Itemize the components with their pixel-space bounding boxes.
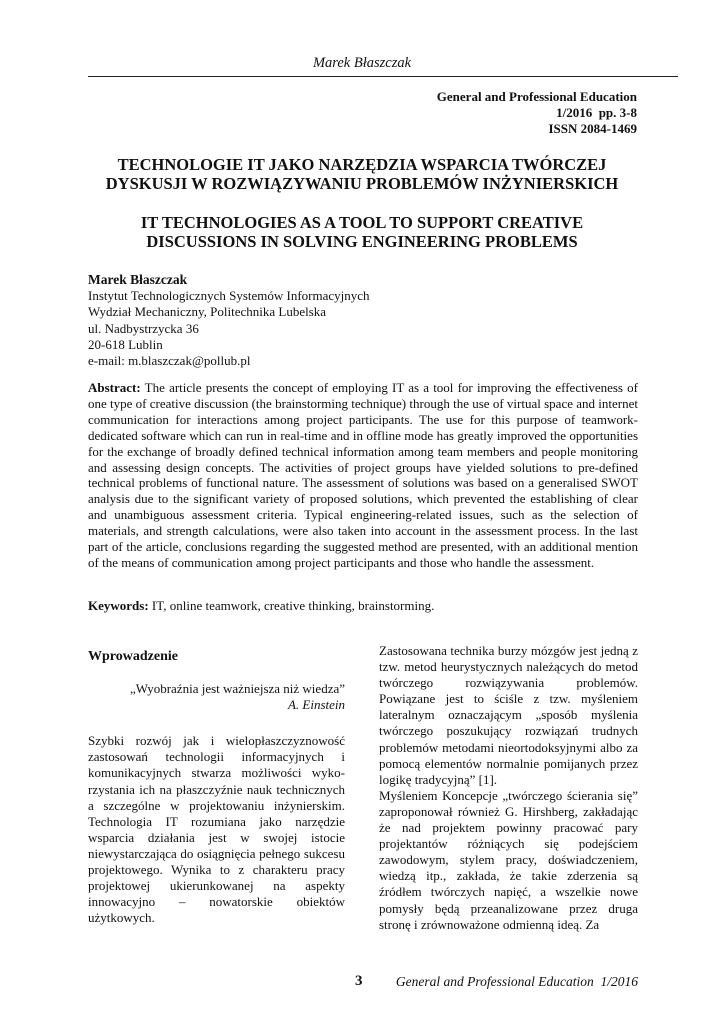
epigraph-text: „Wyobraźnia jest ważniejsza niż wiedza”	[129, 681, 345, 697]
title-english-line-2: DISCUSSIONS IN SOLVING ENGINEERING PROBLEMS	[146, 232, 578, 251]
affiliation-faculty: Wydział Mechaniczny, Politechnika Lubelska	[88, 304, 327, 320]
right-paragraph-1: Zastosowana technika burzy mózgów jest jedną z tzw. metod heurystycznych należących do metod twórczego rozwiązywania problemów. Powiązane jest to ściśle z tzw. myśleniem lateralnym oznaczającym „sposób myślenia twórczego poszukujący rozwiązań trudnych problemów metodami nieortodoksyjnymi albo za pomocą elementów normalnie pomijanych przez logikę tradycyjną” [1].	[379, 643, 638, 787]
keywords-label: Keywords:	[88, 598, 149, 613]
journal-name: General and Professional Education	[436, 89, 637, 104]
abstract-label: Abstract:	[88, 380, 141, 395]
page-number: 3	[355, 973, 363, 989]
keywords-text: IT, online teamwork, creative thinking, brainstorming.	[148, 598, 435, 613]
abstract-text: The article presents the concept of employing IT as a tool for improving the effectiveness of one type of creative discussion (the brainstorming technique) through the use of virtual space and internet communication for interactions among project participants. The use for this purpose of teamwork-dedicated software which can run in real-time and in offline mode has greatly improved the opportunities for the exchange of broadly defined technical information among team members and people monitoring and assessing design concepts. The activities of project groups have yielded solutions to pre-defined technical problems of functional nature. The assessment of solutions was based on a generalised SWOT analysis due to the significant variety of proposed solutions, which prevented the establishing of clear and unambiguous assessment criteria. Typical engineering-related issues, such as the selection of materials, and strength calculations, were also taken into account in the assessment process. In the last part of the article, conclusions regarding the suggested method are presented, with an additional mention of the means of communication among project participants and those who handle the assessment.	[88, 380, 638, 570]
header-rule	[88, 76, 678, 77]
footer-journal: General and Professional Education 1/2016	[395, 974, 638, 989]
affiliation-institute: Instytut Technologicznych Systemów Informacyjnych	[88, 288, 370, 304]
author-block	[88, 272, 370, 369]
title-polish-line-1: TECHNOLOGIE IT JAKO NARZĘDZIA WSPARCIA TWÓRCZEJ	[117, 155, 607, 174]
keywords	[88, 598, 638, 614]
journal-issue: 1/2016 pp. 3-8	[556, 105, 637, 120]
title-polish-line-2: DYSKUSJI W ROZWIĄZYWANIU PROBLEMÓW INŻYNIERSKICH	[105, 174, 619, 193]
affiliation-street: ul. Nadbystrzycka 36	[88, 320, 199, 336]
section-heading: Wprowadzenie	[88, 649, 178, 664]
author-name: Marek Błaszczak	[88, 272, 188, 287]
running-head-author: Marek Błaszczak	[312, 55, 412, 71]
author-email: e-mail: m.blaszczak@pollub.pl	[88, 353, 251, 369]
abstract	[88, 380, 638, 571]
left-column	[88, 649, 345, 926]
epigraph	[88, 681, 345, 713]
title-english	[88, 213, 636, 251]
affiliation-city: 20-618 Lublin	[88, 336, 163, 352]
journal-info	[437, 89, 637, 137]
epigraph-source: A. Einstein	[287, 697, 345, 713]
right-column	[379, 643, 638, 933]
title-english-line-1: IT TECHNOLOGIES AS A TOOL TO SUPPORT CREATIVE	[140, 213, 584, 232]
intro-paragraph: Szybki rozwój jak i wielopłaszczyznowość zastosowań technologii informacyjnych i komunikacyjnych stwarza możliwości wyko-rzystania ich na płaszczyźnie nauk technicznych a szczególne w projektowaniu inżynierskim. Technologia IT rozumiana jako narzędzie wsparcia działania jest w swojej istocie niewystarczająca do osiągnięcia pełnego sukcesu projektowego. Wynika to z charakteru pracy projektowej ukierunkowanej na aspekty innowacyjno – nowatorskie obiektów użytkowych.	[88, 733, 345, 926]
title-polish	[88, 155, 636, 193]
right-paragraph-2: Myśleniem Koncepcje „twórczego ścierania się” zaproponował również G. Hirshberg, zakładając że nad projektem powinny pracować pary projektantów różniących się podejściem zawodowym, stylem pracy, doświadczeniem, wiedzą itp., zakłada, że takie zderzenia są źródłem twórczych napięć, a wszelkie nowe pomysły będą przeanalizowane przez druga stronę i zrównoważone odmienną ideą. Za	[379, 787, 638, 932]
journal-issn: ISSN 2084-1469	[548, 121, 637, 136]
